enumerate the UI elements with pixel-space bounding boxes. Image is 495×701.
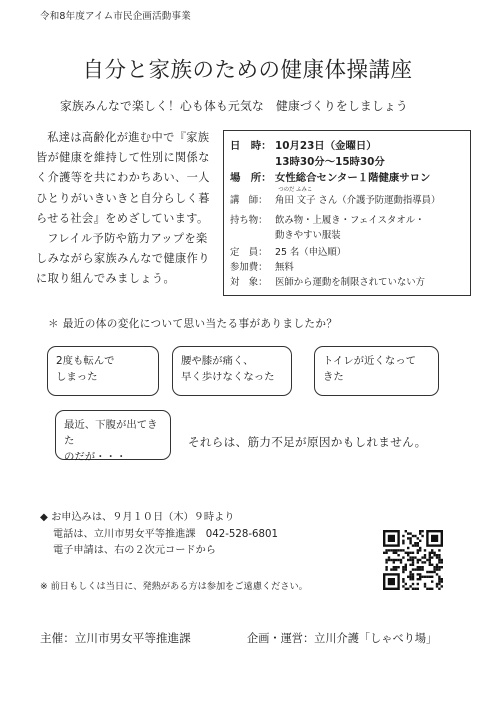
apply-line: 電子申請は、右の２次元コードから [53, 545, 216, 556]
fee-label: 参加費： [230, 262, 268, 273]
bubble-line: 2度も転んで [56, 355, 115, 367]
subtitle: 家族みんなで楽しく！心も体も元気な 健康づくりをしましょう [60, 99, 408, 113]
apply-line: ◆ お申込みは、９月１０日（木）９時より [40, 512, 235, 523]
date-value: 10月23日（金曜日） [275, 140, 377, 152]
items-value: 飲み物・上履き・フェイスタオル・ [275, 215, 425, 226]
bubble-line: 腰や膝が痛く、 [181, 355, 254, 367]
lecturer-label: 講 師： [230, 195, 268, 206]
organizer: 主催：立川市男女平等推進課 [40, 631, 191, 645]
lecturer-ruby: つのだ ふみこ [278, 187, 313, 193]
place-value: 女性総合センター１階健康サロン [275, 172, 431, 184]
speech-bubble [172, 346, 292, 396]
bubble-line: 最近、下腹が出てきた [64, 419, 158, 447]
lecturer-row [230, 187, 441, 206]
qr-code-graphic [383, 530, 443, 590]
time-row [230, 153, 385, 168]
caution-note: ※ 前日もしくは当日に、発熱がある方は参加をご遠慮ください。 [40, 581, 308, 592]
apply-line: 電話は、立川市男女平等推進課 042-528-6801 [53, 528, 278, 540]
capacity-label: 定 員： [230, 247, 268, 258]
place-label: 場 所： [230, 172, 272, 184]
bubble-line: きた [323, 371, 344, 383]
question-text: ＊ 最近の体の変化について思い当たる事がありましたか？ [48, 318, 338, 330]
bubble-line: しまった [56, 371, 98, 383]
lecturer-name: つのだ ふみこ 角田 文子 [275, 187, 316, 206]
bubble-line: 早く歩けなくなった [181, 371, 275, 383]
speech-bubble [47, 346, 159, 396]
qr-code-icon[interactable] [383, 530, 443, 590]
date-label: 日 時： [230, 140, 272, 152]
bubble-line: のだが・・・ [64, 451, 127, 463]
target-label: 対 象： [230, 277, 268, 288]
capacity-row [230, 244, 346, 258]
intro-text [36, 128, 216, 290]
lecturer-suffix: さん（介護予防運動指導員） [315, 195, 441, 206]
target-value: 医師から運動を制限されていない方 [275, 277, 426, 288]
place-row [230, 169, 430, 184]
speech-bubble [314, 346, 439, 396]
intro-paragraph: フレイル予防や筋力アップを楽しみながら家族みんなで健康作りに取り組んでみましょう。 [36, 232, 210, 286]
bubble-line: トイレが近くなって [323, 355, 416, 367]
application-info [40, 510, 278, 560]
fee-row [230, 259, 294, 273]
date-row [230, 137, 377, 152]
header-note: 令和8年度アイム市民企画活動事業 [40, 11, 191, 22]
page-title: 自分と家族のための健康体操講座 [82, 58, 413, 83]
operator: 企画・運営：立川介護「しゃべり場」 [247, 632, 438, 645]
items-label: 持ち物： [230, 215, 268, 226]
fee-value: 無料 [275, 262, 294, 273]
items-row-2 [230, 227, 341, 241]
time-value: 13時30分～15時30分 [275, 156, 385, 168]
speech-bubble [55, 410, 171, 463]
capacity-value: 25 名（申込順） [275, 247, 347, 258]
items-row [230, 212, 424, 226]
items-value-2: 動きやすい服装 [275, 230, 341, 241]
event-info-box [223, 130, 471, 296]
answer-text: それらは、筋力不足が原因かもしれません。 [188, 435, 427, 449]
target-row [230, 274, 425, 288]
intro-paragraph: 私達は高齢化が進む中で『家族皆が健康を維持して性別に関係なく介護等を共にわかちあい、一人ひとりがいきいきと自分らしく暮らせる社会』をめざしています。 [36, 131, 210, 225]
